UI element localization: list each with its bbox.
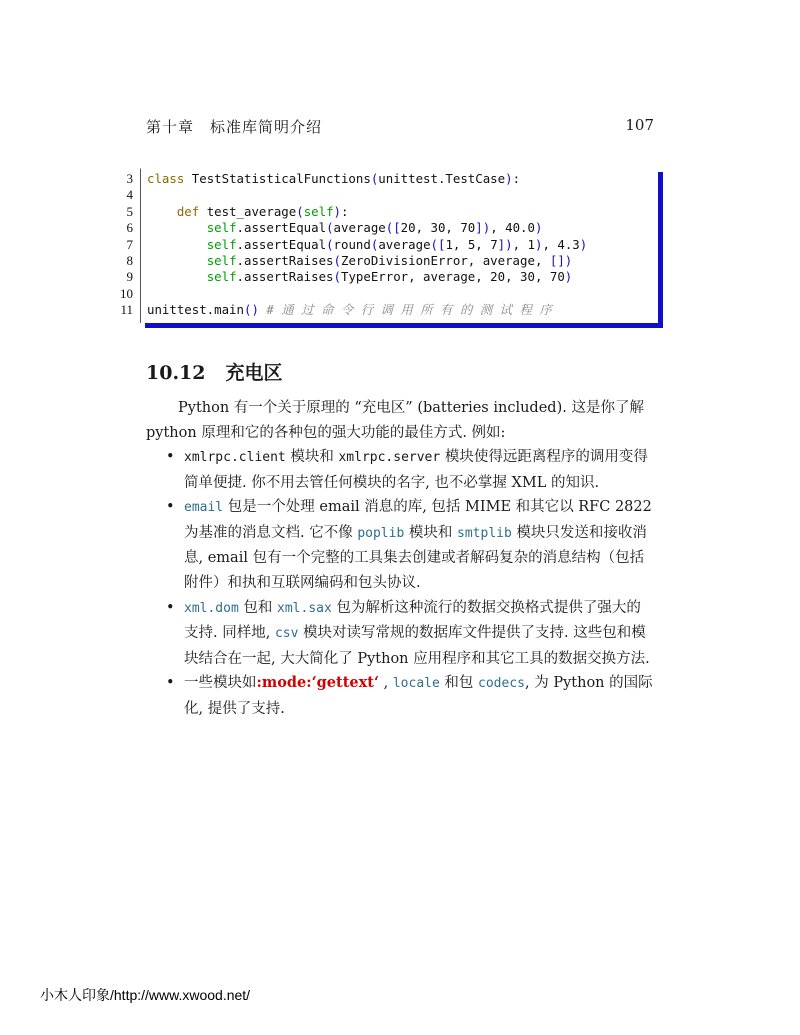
inline-code: csv (274, 626, 299, 642)
bullet-text: , (379, 675, 393, 692)
line-number: 11 (120, 302, 133, 318)
footer-watermark: 小木人印象/http://www.xwood.net/ (40, 987, 251, 1003)
code-token: .assertRaises (236, 253, 334, 268)
code-token: class (147, 171, 185, 186)
bullet-text: 包和 (238, 599, 278, 616)
code-token: ) (333, 203, 341, 219)
code-token: self (206, 236, 237, 252)
line-number: 6 (126, 220, 133, 236)
bullet-dot-icon: • (166, 499, 175, 516)
code-token: , 40.0 (490, 220, 535, 236)
inline-code: xmlrpc.server (338, 450, 441, 465)
code-token (147, 269, 207, 284)
code-token: []) (549, 253, 573, 268)
code-token: TestStatisticalFunctions (184, 171, 371, 186)
code-text (147, 302, 552, 318)
line-number: 9 (126, 269, 133, 285)
line-number: 10 (120, 285, 133, 301)
inline-code: xml.sax (277, 600, 332, 616)
code-token: : (512, 171, 521, 186)
code-token: ( (370, 236, 379, 252)
code-token: ZeroDivisionError, average, (340, 253, 550, 268)
chapter-title: 第十章 标准库简明介绍 (146, 118, 323, 136)
bullet-text: 一些模块如 (184, 675, 257, 692)
code-token: TypeError, average, 20, 30, 70 (340, 269, 565, 285)
code-token: ( (333, 269, 341, 285)
inline-code: xml.dom (184, 600, 239, 616)
code-token: ([ (430, 236, 446, 252)
line-number: 5 (126, 203, 133, 219)
code-text (147, 204, 348, 220)
section-number: 10.12 (146, 362, 206, 384)
intro-paragraph: Python 有一个关于原理的 “充电区” (batteries included). 这是你了解 python 原理和它的各种包的强大功能的最佳方式. 例如: (146, 400, 644, 441)
bullet-text: 模块只发送和接收消息, email 包有一个完整的工具集去创建或者解码复杂的消息结构（包括附件）和执和互联网编码和包头协议. (184, 524, 647, 591)
code-token: ]) (497, 236, 513, 252)
code-token: self (303, 203, 334, 219)
code-token: 20, 30, 70 (400, 220, 476, 236)
code-token: test_average (199, 203, 297, 219)
bullet-dot-icon: • (166, 675, 175, 692)
code-token (147, 237, 207, 252)
code-token: .assertRaises (236, 269, 334, 285)
code-token: average (378, 236, 431, 252)
code-text (147, 171, 520, 187)
code-text (147, 269, 572, 285)
code-token: unittest.main (147, 302, 244, 318)
bullet-text: , 为 Python 的国际化, 提供了支持. (184, 675, 653, 717)
inline-code: smtplib (457, 525, 512, 541)
running-head (146, 116, 654, 137)
inline-code: locale (392, 676, 440, 692)
bullet-item (146, 445, 654, 495)
bullet-item (146, 671, 654, 721)
code-text (147, 253, 572, 269)
line-number: 4 (126, 187, 133, 203)
inline-code: xmlrpc.client (184, 450, 286, 465)
bullet-text: 模块和 (285, 449, 339, 465)
line-number: 3 (126, 171, 133, 186)
code-token: ( (333, 253, 341, 268)
section-heading (146, 358, 283, 385)
inline-code: email (184, 500, 224, 516)
bullet-text: 包为解析这种流行的数据交换格式提供了强大的支持. 同样地, (184, 599, 641, 642)
code-token: def (176, 203, 200, 219)
code-token: self (206, 220, 237, 236)
bullet-text: 模块使得远距离程序的调用变得简单便捷. 你不用去管任何模块的名字, 也不必掌握 XML 的知识. (184, 449, 648, 491)
code-token: ) (564, 269, 573, 285)
code-token: 1, 5, 7 (445, 236, 498, 252)
code-token (147, 253, 207, 268)
code-text (147, 237, 587, 253)
code-token: ) (505, 171, 513, 186)
code-token: ([ (385, 220, 401, 236)
code-token: .assertEqual (236, 220, 327, 236)
bullet-dot-icon: • (166, 449, 175, 465)
code-token: round (333, 236, 371, 252)
code-text (147, 220, 542, 236)
code-token: ( (370, 171, 379, 186)
code-token: self (206, 253, 237, 268)
page-number: 107 (625, 116, 654, 134)
code-token (147, 204, 177, 219)
code-token: unittest.TestCase (378, 171, 506, 186)
code-token: average (333, 220, 386, 236)
code-token: ( (326, 236, 334, 252)
bullet-item (146, 596, 654, 672)
code-token: ) (534, 236, 543, 252)
code-listing (115, 168, 663, 328)
line-number: 7 (126, 236, 133, 252)
bullet-text: 模块对读写常规的数据库文件提供了支持. 这些包和模块结合在一起, 大大简化了 Python 应用程序和其它工具的数据交换方法. (184, 625, 650, 667)
code-token: self (206, 269, 237, 285)
code-token: : (341, 203, 349, 219)
inline-code: :mode:‘gettext‘ (256, 674, 380, 692)
code-token: # 通 过 命 令 行 调 用 所 有 的 测 试 程 序 (266, 302, 552, 318)
code-token: ) (579, 236, 588, 252)
code-token: , 1 (512, 236, 535, 252)
line-number: 8 (126, 253, 133, 268)
code-token: .assertEqual (236, 236, 327, 252)
code-token (147, 220, 207, 235)
code-token: ) (534, 220, 543, 236)
bullet-text: 包是一个处理 email 消息的库, 包括 MIME 和其它以 RFC 2822 为基准的消息文档. 它不像 (184, 499, 652, 541)
inline-code: poplib (357, 525, 405, 541)
code-token: ( (296, 203, 304, 219)
code-listing-box (120, 168, 658, 323)
code-token: , 4.3 (542, 236, 580, 252)
code-token: ( (326, 220, 334, 236)
inline-code: codecs (478, 676, 525, 692)
section-title: 充电区 (225, 362, 283, 384)
bullet-dot-icon: • (166, 599, 175, 616)
bullet-text: 模块和 (404, 524, 458, 541)
bullet-item (146, 495, 654, 595)
bullet-list (146, 445, 654, 722)
code-token: ]) (475, 220, 491, 236)
bullet-text: 和包 (439, 675, 479, 692)
code-token: () (243, 302, 259, 318)
